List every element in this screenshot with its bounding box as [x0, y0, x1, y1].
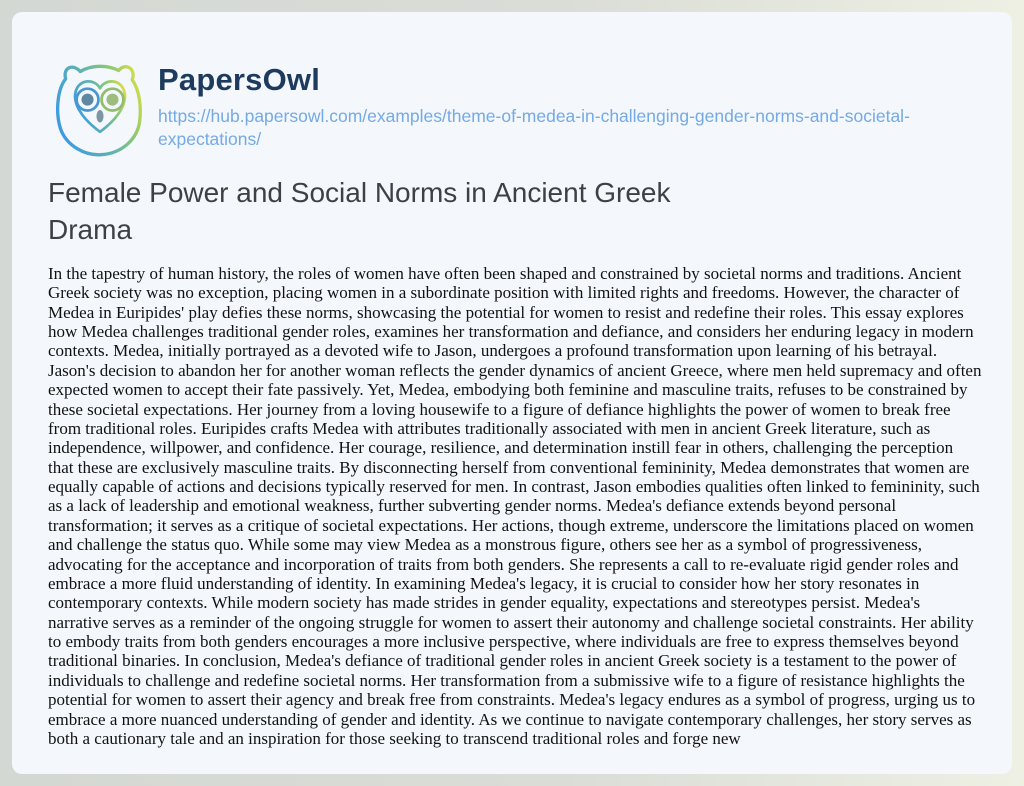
owl-icon [48, 58, 152, 162]
source-url-link[interactable]: https://hub.papersowl.com/examples/theme-of-medea-in-challenging-gender-norms-and-societal-expectations/ [158, 106, 910, 150]
article-body: In the tapestry of human history, the roles of women have often been shaped and constrained by societal norms and traditions. Ancient Greek society was no exception, placing women in a subordinate position with limited rights and freedoms. However, the character of Medea in Euripides' play defies these norms, showcasing the potential for women to resist and redefine their roles. This essay explores how Medea challenges traditional gender roles, examines her transformation and defiance, and considers her enduring legacy in modern contexts. Medea, initially portrayed as a devoted wife to Jason, undergoes a profound transformation upon learning of his betrayal. Jason's decision to abandon her for another woman reflects the gender dynamics of ancient Greece, where men held supremacy and often expected women to accept their fate passively. Yet, Medea, embodying both feminine and masculine traits, refuses to be constrained by these societal expectations. Her journey from a loving housewife to a figure of defiance highlights the power of women to break free from traditional roles. Euripides crafts Medea with attributes traditionally associated with men in ancient Greek literature, such as independence, willpower, and confidence. Her courage, resilience, and determination instill fear in others, challenging the perception that these are exclusively masculine traits. By disconnecting herself from conventional femininity, Medea demonstrates that women are equally capable of actions and decisions typically reserved for men. In contrast, Jason embodies qualities often linked to femininity, such as a lack of leadership and emotional weakness, further subverting gender norms. Medea's defiance extends beyond personal transformation; it serves as a critique of societal expectations. Her actions, though extreme, underscore the limitations placed on women and challenge the status quo. While some may view Medea as a monstrous figure, others see her as a symbol of progressiveness, advocating for the acceptance and incorporation of traits from both genders. She represents a call to re-evaluate rigid gender roles and embrace a more fluid understanding of identity. In examining Medea's legacy, it is crucial to consider how her story resonates in contemporary contexts. While modern society has made strides in gender equality, expectations and stereotypes persist. Medea's narrative serves as a reminder of the ongoing struggle for women to assert their autonomy and challenge societal constraints. Her ability to embody traits from both genders encourages a more inclusive perspective, where individuals are free to express themselves beyond traditional binaries. In conclusion, Medea's defiance of traditional gender roles in ancient Greek society is a testament to the power of individuals to challenge and redefine societal norms. Her transformation from a submissive wife to a figure of resistance highlights the potential for women to assert their agency and break free from constraints. Medea's legacy endures as a symbol of progress, urging us to embrace a more nuanced understanding of gender and identity. As we continue to navigate contemporary challenges, her story serves as both a cautionary tale and an inspiration for those seeking to transcend traditional roles and forge new [48, 263, 982, 748]
document-page [12, 12, 1012, 774]
article-title: Female Power and Social Norms in Ancient Greek Drama [48, 177, 671, 245]
papersowl-logo [48, 58, 152, 162]
brand-name: PapersOwl [158, 62, 321, 97]
header-text [158, 58, 926, 151]
site-header [48, 58, 982, 162]
